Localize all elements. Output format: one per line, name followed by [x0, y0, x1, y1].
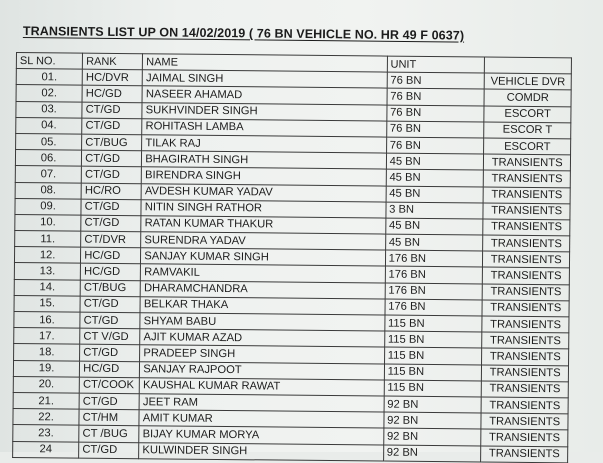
cell-rank: CT /BUG [79, 425, 139, 442]
cell-remarks: TRANSIENTS [483, 203, 570, 220]
cell-name: DHARAMCHANDRA [140, 280, 385, 299]
cell-rank: CT/BUG [80, 280, 140, 297]
cell-remarks: TRANSIENTS [483, 235, 570, 252]
cell-name: SURENDRA YADAV [141, 232, 386, 251]
cell-rank: CT/DVR [81, 231, 141, 248]
cell-rank: HC/GD [81, 247, 141, 264]
cell-name: BIRENDRA SINGH [142, 167, 387, 186]
cell-sl-no: 20. [13, 376, 79, 393]
cell-name: AJIT KUMAR AZAD [140, 329, 385, 348]
cell-rank: HC/GD [82, 86, 142, 103]
cell-rank: CT/COOK [79, 377, 139, 394]
cell-name: AVDESH KUMAR YADAV [141, 183, 386, 202]
cell-rank: CT/GD [81, 199, 141, 216]
cell-remarks: TRANSIENTS [482, 300, 569, 317]
cell-sl-no: 23. [13, 425, 79, 442]
cell-sl-no: 14. [14, 279, 80, 296]
cell-name: PRADEEP SINGH [140, 345, 385, 364]
cell-unit: 176 BN [385, 250, 483, 267]
cell-name: TILAK RAJ [142, 135, 387, 154]
cell-unit: 92 BN [384, 412, 482, 429]
cell-unit: 76 BN [387, 105, 485, 122]
cell-sl-no: 12. [14, 247, 80, 264]
transients-table [12, 52, 572, 463]
cell-name: AMIT KUMAR [139, 410, 384, 429]
cell-unit: 76 BN [386, 137, 484, 154]
cell-name: KAUSHAL KUMAR RAWAT [139, 377, 384, 396]
cell-name: JAIMAL SINGH [142, 70, 387, 89]
header-sl-no: SL NO. [16, 53, 82, 70]
cell-unit: 45 BN [385, 234, 483, 251]
cell-unit: 45 BN [385, 218, 483, 235]
cell-rank: HC/GD [80, 361, 140, 378]
cell-rank: CT V/GD [80, 328, 140, 345]
cell-sl-no: 18. [14, 344, 80, 361]
cell-remarks: TRANSIENTS [481, 397, 568, 414]
cell-rank: CT/GD [82, 150, 142, 167]
cell-remarks: TRANSIENTS [481, 445, 568, 462]
cell-sl-no: 15. [14, 295, 80, 312]
cell-unit: 45 BN [386, 186, 484, 203]
cell-unit: 45 BN [386, 153, 484, 170]
cell-unit: 115 BN [384, 347, 482, 364]
cell-sl-no: 19. [13, 360, 79, 377]
cell-sl-no: 11. [15, 231, 81, 248]
cell-unit: 115 BN [384, 380, 482, 397]
cell-sl-no: 08. [15, 182, 81, 199]
header-rank: RANK [83, 53, 143, 70]
cell-unit: 76 BN [387, 72, 485, 89]
cell-sl-no: 02. [16, 85, 82, 102]
cell-name: ROHITASH LAMBA [142, 118, 387, 137]
cell-sl-no: 09. [15, 198, 81, 215]
header-name: NAME [143, 54, 388, 73]
cell-sl-no: 03. [16, 101, 82, 118]
cell-remarks: TRANSIENTS [482, 332, 569, 349]
cell-remarks: COMDR [484, 89, 571, 106]
cell-remarks: TRANSIENTS [483, 284, 570, 301]
cell-remarks: TRANSIENTS [483, 219, 570, 236]
cell-rank: HC/GD [81, 264, 141, 281]
cell-remarks: ESCORT [484, 138, 571, 155]
cell-unit: 76 BN [386, 121, 484, 138]
cell-rank: CT/GD [82, 118, 142, 135]
cell-remarks: TRANSIENTS [484, 154, 571, 171]
cell-rank: CT/HM [79, 409, 139, 426]
cell-unit: 176 BN [385, 266, 483, 283]
cell-unit: 176 BN [385, 299, 483, 316]
cell-name: SANJAY RAJPOOT [140, 361, 385, 380]
cell-rank: CT/GD [80, 312, 140, 329]
cell-name: BHAGIRATH SINGH [142, 151, 387, 170]
cell-sl-no: 24 [13, 441, 79, 458]
cell-sl-no: 06. [15, 150, 81, 167]
cell-unit: 76 BN [387, 88, 485, 105]
cell-unit: 115 BN [384, 364, 482, 381]
cell-name: NASEER AHAMAD [142, 86, 387, 105]
cell-unit: 92 BN [383, 428, 481, 445]
cell-rank: CT/GD [80, 345, 140, 362]
cell-remarks: TRANSIENTS [483, 186, 570, 203]
cell-remarks: TRANSIENTS [482, 316, 569, 333]
header-unit: UNIT [387, 56, 485, 73]
cell-remarks: TRANSIENTS [481, 413, 568, 430]
cell-sl-no: 13. [14, 263, 80, 280]
cell-remarks: TRANSIENTS [483, 267, 570, 284]
cell-unit: 176 BN [385, 283, 483, 300]
cell-sl-no: 07. [15, 166, 81, 183]
cell-name: BIJAY KUMAR MORYA [139, 426, 384, 445]
cell-remarks: TRANSIENTS [481, 429, 568, 446]
cell-rank: CT/BUG [82, 134, 142, 151]
cell-name: JEET RAM [139, 394, 384, 413]
document-title: TRANSIENTS LIST UP ON 14/02/2019 ( 76 BN VEHICLE NO. HR 49 F 0637) [22, 24, 465, 43]
cell-sl-no: 17. [14, 328, 80, 345]
cell-name: SUKHVINDER SINGH [142, 102, 387, 121]
cell-remarks: TRANSIENTS [483, 251, 570, 268]
header-remarks [485, 57, 572, 74]
cell-remarks: TRANSIENTS [482, 365, 569, 382]
cell-name: RATAN KUMAR THAKUR [141, 216, 386, 235]
cell-remarks: TRANSIENTS [482, 348, 569, 365]
cell-unit: 92 BN [383, 445, 481, 462]
cell-sl-no: 01. [16, 69, 82, 86]
cell-name: KULWINDER SINGH [139, 442, 384, 461]
cell-rank: CT/GD [82, 102, 142, 119]
cell-sl-no: 10. [15, 214, 81, 231]
cell-sl-no: 22. [13, 409, 79, 426]
cell-name: NITIN SINGH RATHOR [141, 199, 386, 218]
cell-rank: CT/GD [81, 166, 141, 183]
cell-unit: 92 BN [384, 396, 482, 413]
cell-remarks: VEHICLE DVR [485, 73, 572, 90]
cell-rank: HC/DVR [82, 69, 142, 86]
cell-name: SANJAY KUMAR SINGH [141, 248, 386, 267]
cell-rank: CT/GD [80, 296, 140, 313]
cell-sl-no: 16. [14, 311, 80, 328]
cell-remarks: TRANSIENTS [484, 170, 571, 187]
cell-remarks: ESCOR T [484, 122, 571, 139]
cell-sl-no: 04. [16, 117, 82, 134]
cell-unit: 3 BN [386, 202, 484, 219]
cell-remarks: TRANSIENTS [482, 381, 569, 398]
cell-name: BELKAR THAKA [140, 297, 385, 316]
cell-rank: CT/GD [79, 393, 139, 410]
cell-unit: 115 BN [384, 331, 482, 348]
cell-name: SHYAM BABU [140, 313, 385, 332]
cell-unit: 45 BN [386, 169, 484, 186]
cell-unit: 115 BN [384, 315, 482, 332]
cell-sl-no: 05. [16, 133, 82, 150]
cell-name: RAMVAKIL [141, 264, 386, 283]
cell-sl-no: 21. [13, 392, 79, 409]
cell-rank: HC/RO [81, 183, 141, 200]
cell-rank: CT/GD [81, 215, 141, 232]
cell-rank: CT/GD [79, 442, 139, 459]
cell-remarks: ESCORT [484, 106, 571, 123]
